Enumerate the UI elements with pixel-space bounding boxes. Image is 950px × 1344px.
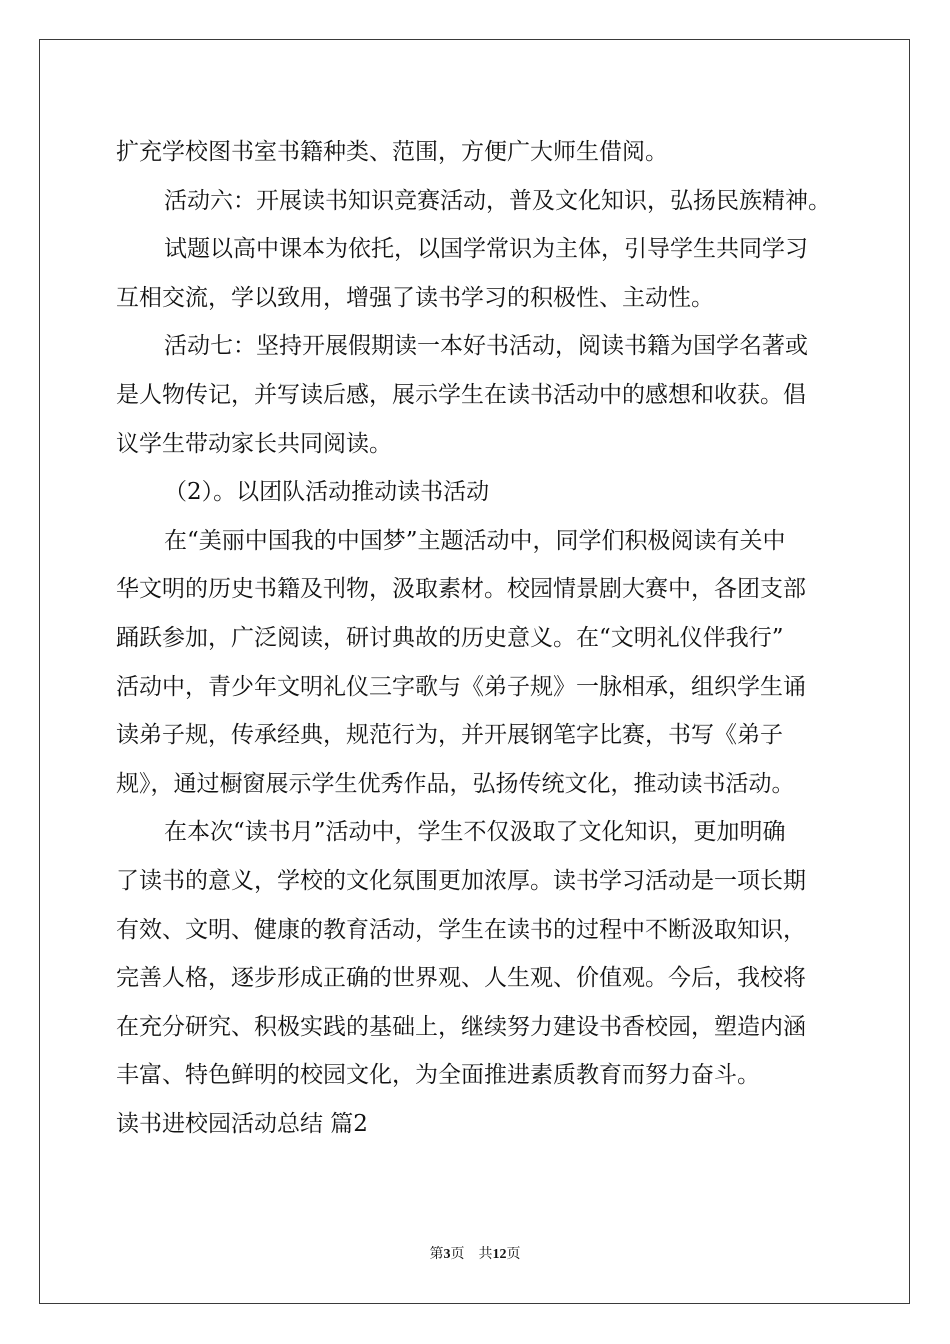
total-prefix: 共: [478, 1246, 493, 1262]
total-pages: 12: [492, 1247, 507, 1262]
text-line: 在“美丽中国我的中国梦”主题活动中，同学们积极阅读有关中: [164, 527, 786, 554]
text-line: 完善人格，逐步形成正确的世界观、人生观、价值观。今后，我校将: [116, 965, 806, 992]
text-line: 活动六：开展读书知识竞赛活动，普及文化知识，弘扬民族精神。: [164, 187, 831, 214]
text-line: 在本次“读书月”活动中，学生不仅汲取了文化知识，更加明确: [164, 819, 786, 846]
text-line: 有效、文明、健康的教育活动，学生在读书的过程中不断汲取知识，: [116, 916, 806, 943]
total-suffix: 页: [506, 1246, 521, 1262]
text-line: 活动中，青少年文明礼仪三字歌与《弟子规》一脉相承，组织学生诵: [116, 673, 806, 700]
text-line: 是人物传记，并写读后感，展示学生在读书活动中的感想和收获。倡: [116, 381, 806, 408]
text-line: 华文明的历史书籍及刊物，汲取素材。校园情景剧大赛中，各团支部: [116, 576, 806, 603]
page-prefix: 第: [429, 1246, 444, 1262]
article-title: 读书进校园活动总结 篇2: [116, 1110, 368, 1137]
text-line: 读弟子规，传承经典，规范行为，并开展钢笔字比赛，书写《弟子: [116, 722, 783, 749]
page-suffix: 页: [450, 1246, 465, 1262]
page-number: 3: [443, 1247, 451, 1262]
section-heading: （2）。以团队活动推动读书活动: [164, 479, 490, 506]
text-line: 了读书的意义，学校的文化氛围更加浓厚。读书学习活动是一项长期: [116, 867, 806, 894]
text-line: 踊跃参加，广泛阅读，研讨典故的历史意义。在“文明礼仪伴我行”: [116, 624, 784, 651]
text-line: 扩充学校图书室书籍种类、范围，方便广大师生借阅。: [116, 139, 668, 165]
text-line: 试题以高中课本为依托，以国学常识为主体，引导学生共同学习: [164, 236, 808, 263]
text-line: 规》，通过橱窗展示学生优秀作品，弘扬传统文化，推动读书活动。: [116, 770, 795, 797]
text-line: 活动七：坚持开展假期读一本好书活动，阅读书籍为国学名著或: [164, 333, 808, 360]
page-footer: [0, 1243, 950, 1263]
document-body: [116, 128, 846, 1148]
text-line: 在充分研究、积极实践的基础上，继续努力建设书香校园，塑造内涵: [116, 1013, 806, 1040]
text-line: 议学生带动家长共同阅读。: [116, 430, 392, 457]
text-line: 互相交流，学以致用，增强了读书学习的积极性、主动性。: [116, 284, 714, 311]
text-line: 丰富、特色鲜明的校园文化，为全面推进素质教育而努力奋斗。: [116, 1062, 760, 1089]
